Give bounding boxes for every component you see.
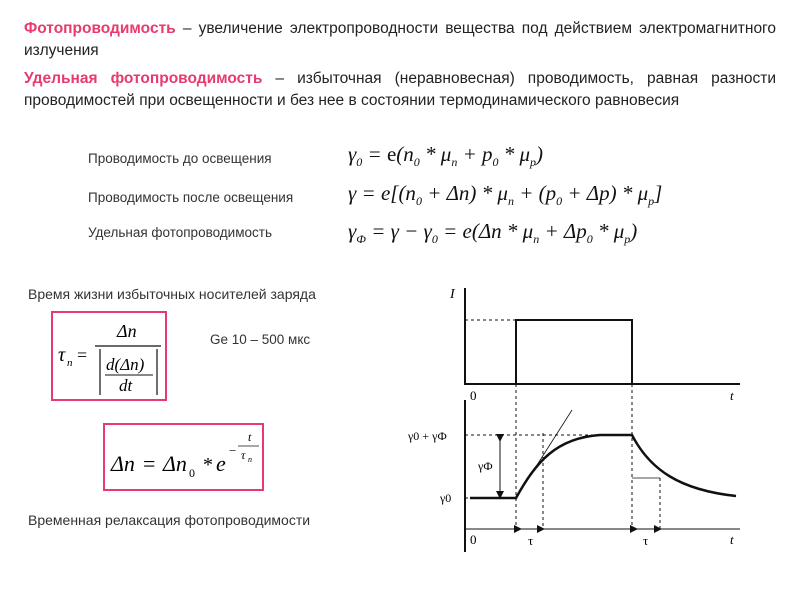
svg-text:−: − <box>229 443 237 458</box>
tau-decay-label: τ <box>643 533 649 548</box>
label-before-illumination: Проводимость до освещения <box>88 151 272 166</box>
formula-conductivity-after: $\gamma = e[(n_0 + \Delta n) * \mu_n + (p_0 + \Delta p) * \mu_p]$ <box>348 181 663 209</box>
svg-text:dt: dt <box>119 376 133 395</box>
svg-text:n: n <box>67 357 73 369</box>
term-specific-photoconductivity: Удельная фотопроводимость <box>24 70 263 87</box>
label-relaxation: Временная релаксация фотопроводимости <box>28 512 311 528</box>
svg-text:t: t <box>248 430 252 444</box>
axis-label-i: I <box>450 287 455 302</box>
svg-text:τ: τ <box>241 448 246 462</box>
svg-text:d(Δn): d(Δn) <box>106 355 145 374</box>
t-label-upper: t <box>730 388 734 403</box>
definition-specific-text: – избыточная (неравновесная) проводимость, равная разности проводимостей при освещенности и без нее в состоянии термодинамического равновесия <box>24 70 776 109</box>
svg-text:n: n <box>248 455 252 464</box>
t-label-lower: t <box>730 532 734 547</box>
svg-text:e: e <box>216 451 226 476</box>
ge-lifetime-value: Ge 10 – 500 мкс <box>210 332 311 347</box>
light-pulse <box>516 320 632 384</box>
label-gamma-f: γФ <box>478 459 493 473</box>
svg-text:Δn: Δn <box>163 451 187 476</box>
label-carrier-lifetime: Время жизни избыточных носителей заряда <box>28 286 316 302</box>
formula-specific-photoconductivity: $\gamma_Ф = \gamma - \gamma_0 = e(\Delta n * \mu_n + \Delta p_0 * \mu_p)$ <box>348 219 638 247</box>
origin-lower: 0 <box>470 532 477 547</box>
svg-text:Δn: Δn <box>117 321 137 341</box>
label-specific-photoconductivity: Удельная фотопроводимость <box>88 225 272 240</box>
svg-text:=: = <box>77 345 88 365</box>
term-photoconductivity: Фотопроводимость <box>24 20 176 37</box>
photoconductivity-curve <box>470 435 736 498</box>
svg-text:Δn: Δn <box>111 451 135 476</box>
formula-conductivity-before: $\gamma_0 = e(n_0 * \mu_n + p_0 * \mu_p)$ <box>348 142 544 170</box>
tau-rise-label: τ <box>528 533 534 548</box>
svg-text:0: 0 <box>189 466 195 480</box>
origin-upper: 0 <box>470 388 477 403</box>
label-gamma0: γ0 <box>440 491 452 505</box>
svg-text:=: = <box>143 451 156 476</box>
label-after-illumination: Проводимость после освещения <box>88 190 294 205</box>
definition-photoconductivity-text: – увеличение электропроводности вещества под действием электромагнитного излучения <box>24 20 776 59</box>
svg-text:τ: τ <box>58 344 66 366</box>
svg-text:*: * <box>203 454 213 476</box>
label-gamma-top: γ0 + γФ <box>408 429 447 443</box>
